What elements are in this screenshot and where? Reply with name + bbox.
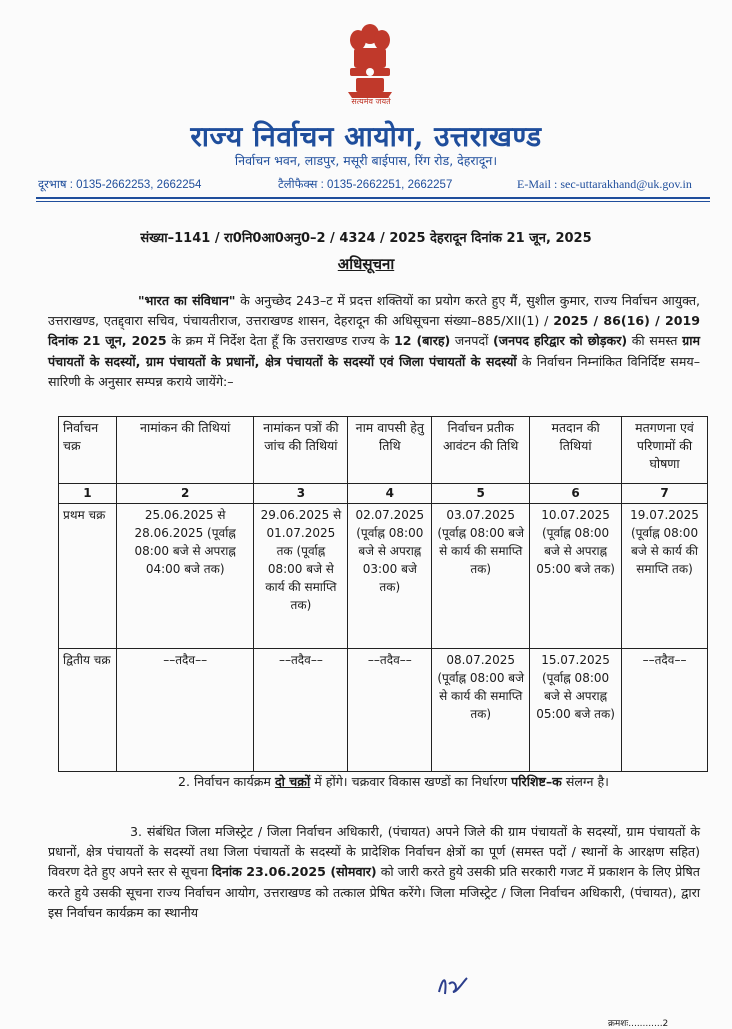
- phone-number: दूरभाष : 0135-2662253, 2662254: [38, 179, 202, 191]
- table-cell: 02.07.2025 (पूर्वाह्न 08:00 बजे से अपराह्न 03:00 बजे तक): [348, 504, 432, 649]
- page-continuation: क्रमशः............2: [608, 1019, 669, 1029]
- column-number: 4: [348, 484, 432, 504]
- emblem-motto: सत्यमेव जयते: [351, 97, 391, 106]
- column-number: 6: [530, 484, 622, 504]
- table-row: [59, 504, 708, 649]
- signature-initials: [433, 972, 473, 1000]
- table-cell: 03.07.2025 (पूर्वाह्न 08:00 बजे से कार्य की समाप्ति तक): [432, 504, 530, 649]
- paragraph-2: 2. निर्वाचन कार्यक्रम दो चक्रों में होंगे। चक्रवार विकास खण्डों का निर्धारण परिशिष्ट–क संलग्न है।: [178, 774, 609, 789]
- table-cell: 25.06.2025 से 28.06.2025 (पूर्वाह्न 08:00 बजे से अपराह्न 04:00 बजे तक): [116, 504, 254, 649]
- header-divider: [36, 197, 710, 199]
- organization-title: राज्य निर्वाचन आयोग, उत्तराखण्ड: [190, 120, 542, 153]
- table-number-row: [59, 484, 708, 504]
- election-schedule-table: [58, 416, 708, 772]
- paragraph-1: "भारत का संविधान" के अनुच्छेद 243–ट में प्रदत्त शक्तियों का प्रयोग करते हुए मैं, सुशील कुमार, राज्य निर्वाचन आयुक्त, उत्तराखण्ड, एतद्द्वारा सचिव, पंचायतीराज, उत्तराखण्ड शासन, देहरादून की अधिसूचना संख्या–885/XII(1) / 2025 / 86(16) / 2019 दिनांक 21 जून, 2025 के क्रम में निर्देश देता हूँ कि उत्तराखण्ड राज्य के 12 (बारह) जनपदों (जनपद हरिद्वार को छोड़कर) की समस्त ग्राम पंचायतों के सदस्यों, ग्राम पंचायतों के प्रधानों, क्षेत्र पंचायतों के सदस्यों एवं जिला पंचायतों के सदस्यों के निर्वाचन निम्नांकित विनिर्दिष्ट समय–सारिणी के अनुसार सम्पन्न कराये जायेंगे:–: [48, 293, 701, 389]
- header-divider-thin: [36, 201, 710, 202]
- email-address: E-Mail : sec-uttarakhand@uk.gov.in: [517, 177, 692, 191]
- table-header: निर्वाचन प्रतीक आवंटन की तिथि: [432, 417, 530, 484]
- column-number: 1: [59, 484, 117, 504]
- table-header: निर्वाचन चक्र: [59, 417, 117, 484]
- constitution-ref: "भारत का संविधान": [138, 293, 236, 308]
- table-cell: ––तदैव––: [116, 649, 254, 772]
- table-header: मतदान की तिथियां: [530, 417, 622, 484]
- table-header-row: [59, 417, 708, 484]
- organization-address: निर्वाचन भवन, लाडपुर, मसूरी बाईपास, रिंग रोड, देहरादून।: [234, 153, 498, 168]
- table-header: नामांकन पत्रों की जांच की तिथियां: [254, 417, 348, 484]
- column-number: 7: [622, 484, 708, 504]
- table-header: नामांकन की तिथियां: [116, 417, 254, 484]
- table-cell: द्वितीय चक्र: [59, 649, 117, 772]
- table-cell: 15.07.2025 (पूर्वाह्न 08:00 बजे से अपराह्न 05:00 बजे तक): [530, 649, 622, 772]
- column-number: 2: [116, 484, 254, 504]
- paragraph-3: 3. संबंधित जिला मजिस्ट्रेट / जिला निर्वाचन अधिकारी, (पंचायत) अपने जिले की ग्राम पंचायतों के सदस्यों, ग्राम पंचायतों के प्रधानों, क्षेत्र पंचायतों के सदस्यों तथा जिला पंचायतों के सदस्यों के प्रादेशिक निर्वाचन क्षेत्रों का पूर्ण (समस्त पदों / स्थानों के आरक्षण सहित) विवरण देते हुए अपने स्तर से सूचना दिनांक 23.06.2025 (सोमवार) को जारी करते हुये उसकी प्रति सरकारी गजट में प्रकाशन के लिए प्रेषित करते हुये उसकी सूचना राज्य निर्वाचन आयोग, उत्तराखण्ड को तत्काल प्रेषित करेंगे। जिला मजिस्ट्रेट / जिला निर्वाचन अधिकारी, (पंचायत), द्वारा इस निर्वाचन कार्यक्रम का स्थानीय: [48, 824, 700, 920]
- column-number: 3: [254, 484, 348, 504]
- table-cell: ––तदैव––: [348, 649, 432, 772]
- table-cell: 10.07.2025 (पूर्वाह्न 08:00 बजे से अपराह्न 05:00 बजे तक): [530, 504, 622, 649]
- column-number: 5: [432, 484, 530, 504]
- table-cell: ––तदैव––: [254, 649, 348, 772]
- table-cell: ––तदैव––: [622, 649, 708, 772]
- table-cell: 29.06.2025 से 01.07.2025 तक (पूर्वाह्न 08:00 बजे से कार्य की समाप्ति तक): [254, 504, 348, 649]
- table-header: नाम वापसी हेतु तिथि: [348, 417, 432, 484]
- table-cell: 08.07.2025 (पूर्वाह्न 08:00 बजे से कार्य की समाप्ति तक): [432, 649, 530, 772]
- table-cell: 19.07.2025 (पूर्वाह्न 08:00 बजे से कार्य की समाप्ति तक): [622, 504, 708, 649]
- notice-heading: अधिसूचना: [337, 255, 395, 273]
- fax-number: टैलीफैक्स : 0135-2662251, 2662257: [278, 179, 453, 191]
- reference-number: संख्या–1141 / रा0नि0आ0अनु0–2 / 4324 / 2025 देहरादून दिनांक 21 जून, 2025: [140, 231, 592, 246]
- table-cell: प्रथम चक्र: [59, 504, 117, 649]
- table-row: [59, 649, 708, 772]
- table-header: मतगणना एवं परिणामों की घोषणा: [622, 417, 708, 484]
